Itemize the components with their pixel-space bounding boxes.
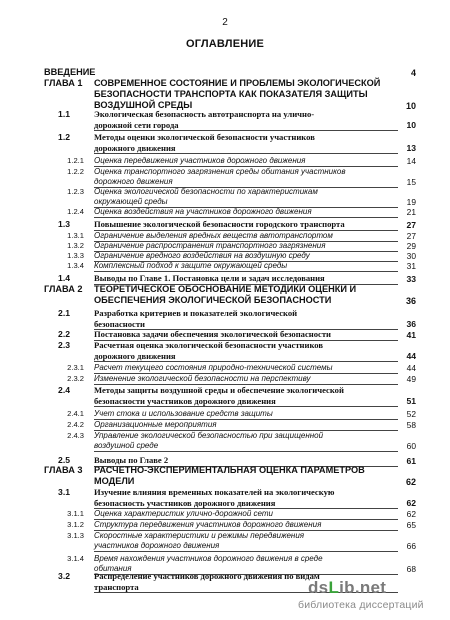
toc-entry-title xyxy=(94,455,168,466)
toc-entry-title xyxy=(94,132,315,153)
toc-entry-title xyxy=(94,329,331,340)
toc-entry[interactable] xyxy=(0,487,450,509)
toc-entry-page: 41 xyxy=(406,329,416,340)
toc-entry-title-line: безопасности участников дорожного движения xyxy=(94,395,276,406)
toc-entry-page: 62 xyxy=(406,498,416,508)
page-number: 2 xyxy=(222,17,228,28)
toc-entry-title xyxy=(94,487,334,508)
toc-entry-underline xyxy=(94,361,398,362)
toc-entry-title-line: ВОЗДУШНОЙ СРЕДЫ xyxy=(94,100,193,110)
toc-entry-title xyxy=(94,571,320,592)
toc-entry[interactable] xyxy=(0,132,450,154)
toc-entry[interactable] xyxy=(0,207,450,218)
toc-entry-title xyxy=(94,284,356,306)
toc-entry-title xyxy=(94,167,346,187)
toc-entry-title-line: БЕЗОПАСНОСТИ ТРАНСПОРТА КАК ПОКАЗАТЕЛЯ ЗАЩИТЫ xyxy=(94,89,368,99)
toc-entry-title-line: ТЕОРЕТИЧЕСКОЕ ОБОСНОВАНИЕ МЕТОДИКИ ОЦЕНКИ И xyxy=(94,284,357,294)
toc-entry-page: 66 xyxy=(406,541,416,551)
toc-entry-page: 36 xyxy=(405,296,416,306)
toc-entry-number: 1.4 xyxy=(58,273,70,283)
toc-entry-title-line: Экологическая безопасность автотранспорта на улично- xyxy=(94,109,315,119)
toc-entry-number: ГЛАВА 3 xyxy=(44,465,83,475)
toc-entry-number: ВВЕДЕНИЕ xyxy=(44,67,96,77)
toc-entry-underline xyxy=(94,451,398,452)
toc-entry-title-line: дорожного движения xyxy=(94,350,176,361)
toc-entry[interactable] xyxy=(0,409,450,420)
toc-entry-number: 1.3 xyxy=(58,219,70,229)
toc-entry-title xyxy=(94,308,297,329)
toc-entry-page: 30 xyxy=(406,251,416,261)
toc-entry-title-line: РАСЧЕТНО-ЭКСПЕРИМЕНТАЛЬНАЯ ОЦЕНКА ПАРАМЕТРОВ xyxy=(94,465,365,475)
toc-entry[interactable] xyxy=(0,219,450,231)
toc-entry[interactable] xyxy=(0,78,450,112)
toc-entry-title-line: обитания xyxy=(94,564,132,573)
toc-entry-title-line: Структура передвижения участников дорожного движения xyxy=(94,520,322,529)
toc-entry-title-line: Расчетная оценка экологической безопасности участников xyxy=(94,340,324,350)
toc-entry-title xyxy=(94,261,287,271)
toc-entry-title-line: Методы оценки экологической безопасности участников xyxy=(94,132,315,142)
toc-entry-title-line: Учет стока и использование средств защиты xyxy=(94,409,273,418)
toc-entry-page: 4 xyxy=(410,68,416,78)
toc-entry-page: 49 xyxy=(406,374,416,384)
toc-entry-title xyxy=(94,207,312,217)
toc-entry[interactable] xyxy=(0,109,450,131)
toc-entry-title-line: Расчет текущего состояния природно-технической системы xyxy=(94,363,333,372)
toc-entry-underline xyxy=(94,153,398,154)
toc-entry-number: 2.3.1 xyxy=(67,363,84,372)
toc-entry-number: 1.2.1 xyxy=(67,156,84,165)
toc-entry-title xyxy=(94,431,323,451)
toc-entry-number: 3.1.4 xyxy=(67,554,84,563)
toc-entry-page: 62 xyxy=(406,509,416,519)
toc-entry[interactable] xyxy=(0,329,450,341)
toc-entry-underline xyxy=(94,406,398,407)
toc-entry-title-line: Ограничение вредного воздействия на воздушную среду xyxy=(94,251,310,260)
toc-entry-number: 3.1.2 xyxy=(67,520,84,529)
toc-entry-title-line: Управление экологической безопасностью при защищенной xyxy=(94,431,324,440)
toc-entry[interactable] xyxy=(0,374,450,385)
toc-entry-number: ГЛАВА 1 xyxy=(44,78,83,88)
toc-entry-title-line: окружающей среды xyxy=(94,197,168,206)
toc-entry-page: 58 xyxy=(406,420,416,430)
toc-entry-page: 65 xyxy=(406,520,416,530)
toc-entry-title-line: Оценка воздействия на участников дорожного движения xyxy=(94,207,312,216)
toc-entry-page: 29 xyxy=(406,241,416,251)
toc-entry-title xyxy=(94,340,323,361)
toc-entry[interactable] xyxy=(0,167,450,188)
toc-entry-number: 1.2.3 xyxy=(67,187,84,196)
toc-entry-title xyxy=(94,78,380,111)
toc-entry-title xyxy=(94,363,333,373)
toc-entry-number: 1.3.2 xyxy=(67,241,84,250)
toc-entry-title-line: Распределение участников дорожного движения по видам xyxy=(94,571,320,581)
toc-entry-title-line: Время нахождения участников дорожного движения в среде xyxy=(94,554,323,563)
toc-entry[interactable] xyxy=(0,187,450,208)
toc-entry-title-line: Оценка передвижения участников дорожного движения xyxy=(94,156,306,165)
toc-entry-title-line: участников дорожного движения xyxy=(94,541,220,550)
toc-entry-title-line: Разработка критериев и показателей экологической xyxy=(94,308,298,318)
toc-entry-title xyxy=(94,420,217,430)
toc-entry-title-line: Ограничение распространения транспортного загрязнения xyxy=(94,241,326,250)
toc-entry-page: 10 xyxy=(405,101,416,111)
toc-entry[interactable] xyxy=(0,261,450,272)
toc-entry[interactable] xyxy=(0,520,450,531)
toc-entry-title-line: Изучение влияния временных показателей на экологическую xyxy=(94,487,335,497)
toc-entry-title-line: дорожного движения xyxy=(94,142,176,153)
toc-entry-title-line: безопасность участников дорожного движения xyxy=(94,497,276,508)
toc-entry-title-line: Скоростные характеристики и режимы передвижения xyxy=(94,531,305,540)
toc-entry[interactable] xyxy=(0,385,450,407)
watermark-logo: dsLib.net xyxy=(308,578,387,597)
toc-entry-page: 52 xyxy=(406,409,416,419)
toc-entry-page: 14 xyxy=(406,156,416,166)
toc-entry-underline xyxy=(94,130,398,131)
toc-entry-title-line: дорожного движения xyxy=(94,177,173,186)
toc-entry-title xyxy=(94,273,325,284)
toc-entry-title-line: Оценка экологической безопасности по характеристикам xyxy=(94,187,318,196)
toc-entry[interactable] xyxy=(0,156,450,167)
toc-entry-title xyxy=(94,509,273,519)
toc-entry-page: 68 xyxy=(406,564,416,574)
toc-entry-title xyxy=(94,409,273,419)
toc-entry-number: 1.1 xyxy=(58,109,70,119)
toc-entry-number: 3.1.1 xyxy=(67,509,84,518)
toc-entry-number: 2.4.3 xyxy=(67,431,84,440)
toc-entry-number: 3.1 xyxy=(58,487,70,497)
toc-entry[interactable] xyxy=(0,284,450,307)
toc-entry-page: 44 xyxy=(406,351,416,361)
toc-entry-title xyxy=(94,231,333,241)
toc-entry-title xyxy=(94,465,365,487)
toc-entry-title-line: Изменение экологической безопасности на перспективу xyxy=(94,374,311,383)
watermark-subtitle: библиотека диссертаций xyxy=(298,599,424,611)
toc-entry-title xyxy=(94,109,314,130)
toc-entry-number: 3.1.3 xyxy=(67,531,84,540)
toc-entry-number: 2.4 xyxy=(58,385,70,395)
toc-entry-title xyxy=(94,531,304,551)
toc-entry[interactable] xyxy=(0,509,450,520)
toc-entry-title xyxy=(94,156,305,166)
toc-entry-title-line: СОВРЕМЕННОЕ СОСТОЯНИЕ И ПРОБЛЕМЫ ЭКОЛОГИЧЕСКОЙ xyxy=(94,78,381,88)
toc-entry-title-line: Ограничение выделения вредных веществ автотранспортом xyxy=(94,231,333,240)
toc-entry[interactable] xyxy=(0,465,450,488)
toc-entry-page: 15 xyxy=(406,177,416,187)
toc-entry-page: 31 xyxy=(406,261,416,271)
toc-entry-number: 2.1 xyxy=(58,308,70,318)
toc-entry[interactable] xyxy=(0,431,450,452)
toc-entry-title-line: воздушной среде xyxy=(94,441,159,450)
toc-entry-underline xyxy=(94,551,398,552)
toc-entry-page: 21 xyxy=(406,207,416,217)
toc-entry-number: 1.3.1 xyxy=(67,231,84,240)
toc-entry-title-line: Оценка характеристик улично-дорожной сети xyxy=(94,509,273,518)
toc-entry-number: 2.3 xyxy=(58,340,70,350)
toc-entry-title xyxy=(94,219,345,230)
toc-entry-title-line: Выводы по Главе 1. Постановка цели и задач исследования xyxy=(94,273,325,283)
toc-entry-title-line: безопасности xyxy=(94,318,145,329)
toc-entry-number: 1.3.4 xyxy=(67,261,84,270)
toc-entry-page: 44 xyxy=(406,363,416,373)
toc-entry-title-line: дорожной сети города xyxy=(94,119,179,130)
toc-entry-title-line: Организационные мероприятия xyxy=(94,420,217,429)
toc-entry-number: 2.5 xyxy=(58,455,70,465)
toc-entry-underline xyxy=(94,217,398,218)
page-title: ОГЛАВЛЕНИЕ xyxy=(185,38,265,50)
toc-entry-number: 1.2.2 xyxy=(67,167,84,176)
toc-entry-title-line: Комплексный подход к защите окружающей среды xyxy=(94,261,288,270)
toc-entry-title-line: Постановка задачи обеспечения экологической безопасности xyxy=(94,329,332,339)
toc-entry[interactable] xyxy=(0,531,450,552)
watermark xyxy=(290,578,450,620)
toc-entry-number: 1.2.4 xyxy=(67,207,84,216)
toc-entry[interactable] xyxy=(0,273,450,285)
toc-entry-title xyxy=(94,251,310,261)
toc-entry-page: 27 xyxy=(406,231,416,241)
toc-entry-number: 1.3.3 xyxy=(67,251,84,260)
toc-entry-page: 19 xyxy=(406,197,416,207)
toc-entry-number: 1.2 xyxy=(58,132,70,142)
toc-entry-number: 2.2 xyxy=(58,329,70,339)
toc-entry-number: 2.3.2 xyxy=(67,374,84,383)
toc-entry-page: 27 xyxy=(406,219,416,230)
toc-entry-title xyxy=(94,385,344,406)
toc-entry-title-line: Повышение экологической безопасности городского транспорта xyxy=(94,219,345,229)
toc-entry-page: 51 xyxy=(406,396,416,406)
toc-entry-title-line: ОБЕСПЕЧЕНИЯ ЭКОЛОГИЧЕСКОЙ БЕЗОПАСНОСТИ xyxy=(94,295,332,305)
toc-entry-title-line: транспорта xyxy=(94,581,139,592)
toc-entry-number: 3.2 xyxy=(58,571,70,581)
toc-entry-number: ГЛАВА 2 xyxy=(44,284,83,294)
toc-entry-page: 62 xyxy=(405,477,416,487)
toc-entry-page: 60 xyxy=(406,441,416,451)
toc-entry[interactable] xyxy=(0,308,450,330)
toc-entry-title-line: Методы защиты воздушной среды и обеспечение экологической xyxy=(94,385,344,395)
toc-entry-title xyxy=(94,241,325,251)
toc-entry-number: 2.4.1 xyxy=(67,409,84,418)
toc-entry-page: 33 xyxy=(406,273,416,284)
toc-entry-title xyxy=(94,187,318,207)
toc-entry-underline xyxy=(94,271,398,272)
toc-entry-title-line: Оценка транспортного загрязнения среды обитания участников xyxy=(94,167,346,176)
toc-entry[interactable] xyxy=(0,363,450,374)
toc-entry-page: 61 xyxy=(406,455,416,466)
toc-entry-title xyxy=(94,374,311,384)
toc-entry-number: 2.4.2 xyxy=(67,420,84,429)
toc-entry-page: 36 xyxy=(406,319,416,329)
toc-entry-title-line: МОДЕЛИ xyxy=(94,476,135,486)
toc-entry-title xyxy=(94,520,321,530)
toc-entry-title-line: Выводы по Главе 2 xyxy=(94,455,169,465)
toc-entry-page: 13 xyxy=(406,143,416,153)
toc-entry[interactable] xyxy=(0,420,450,431)
toc-entry[interactable] xyxy=(0,340,450,362)
toc-entry-page: 10 xyxy=(406,120,416,130)
